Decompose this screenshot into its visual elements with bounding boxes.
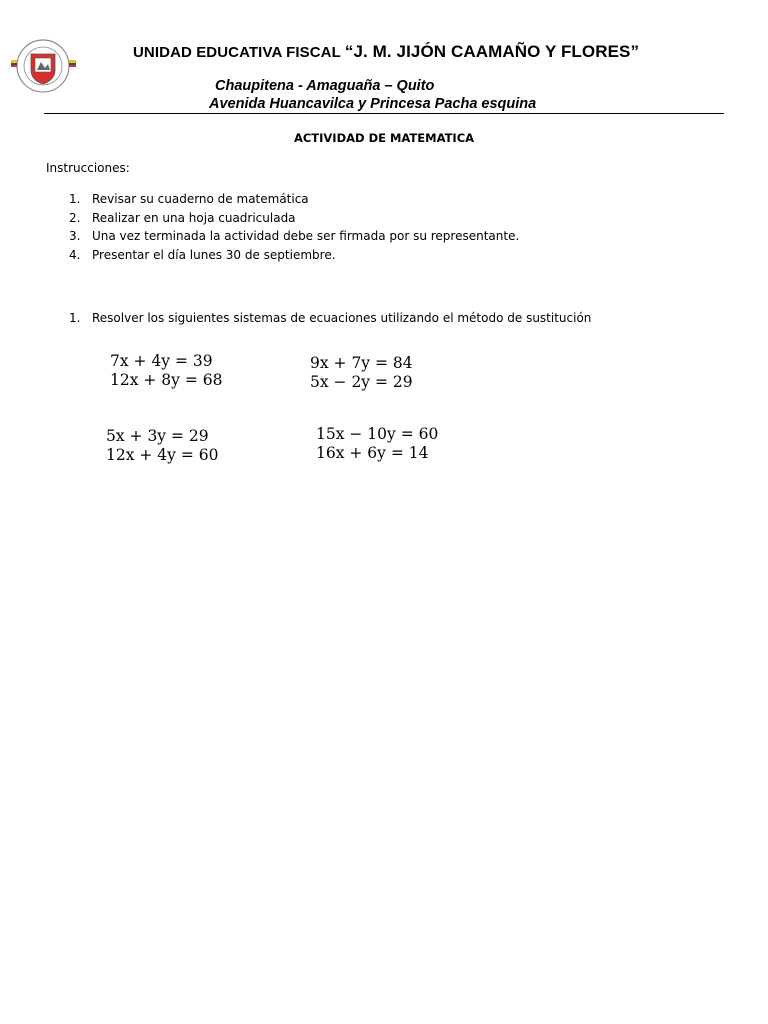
equation: 5x − 2y = 29: [310, 373, 413, 391]
task-item: [0, 311, 768, 329]
list-number: 4.: [69, 248, 81, 263]
list-number: 1.: [69, 192, 81, 206]
list-text: Presentar el día lunes 30 de septiembre.: [92, 248, 336, 263]
list-item: [0, 248, 768, 267]
equation: 12x + 4y = 60: [106, 446, 219, 464]
list-number: 3.: [69, 229, 81, 244]
instructions-list: [0, 192, 768, 267]
equation: 12x + 8y = 68: [110, 371, 223, 389]
school-name: “J. M. JIJÓN CAAMAÑO Y FLORES”: [344, 42, 640, 61]
address-line-2: Avenida Huancavilca y Princesa Pacha esquina: [209, 96, 537, 112]
equation: 9x + 7y = 84: [310, 354, 413, 372]
school-name-line: [133, 42, 639, 62]
address-line-1: Chaupitena - Amaguaña – Quito: [215, 78, 435, 94]
list-text: Revisar su cuaderno de matemática: [92, 192, 309, 206]
list-item: [0, 229, 768, 248]
equation-system-3: [106, 427, 256, 465]
list-item: [0, 192, 768, 211]
list-text: Realizar en una hoja cuadriculada: [92, 210, 296, 225]
instructions-label: Instrucciones:: [46, 161, 130, 175]
school-prefix: UNIDAD EDUCATIVA FISCAL: [133, 44, 345, 61]
equation-system-1: [110, 352, 260, 390]
header-divider: [44, 113, 724, 114]
document-title: ACTIVIDAD DE MATEMATICA: [293, 131, 475, 145]
list-item: [0, 211, 768, 230]
equation: 5x + 3y = 29: [106, 427, 209, 445]
task-number: 1.: [69, 311, 81, 325]
equation: 7x + 4y = 39: [110, 352, 213, 370]
equation: 16x + 6y = 14: [316, 444, 429, 462]
list-number: 2.: [69, 210, 81, 225]
equation-system-2: [310, 354, 460, 392]
equation: 15x − 10y = 60: [316, 425, 439, 443]
list-text: Una vez terminada la actividad debe ser firmada por su representante.: [92, 229, 520, 244]
task-text: Resolver los siguientes sistemas de ecuaciones utilizando el método de sustitución: [92, 311, 592, 325]
equation-system-4: [316, 425, 466, 463]
school-logo: [10, 38, 82, 94]
